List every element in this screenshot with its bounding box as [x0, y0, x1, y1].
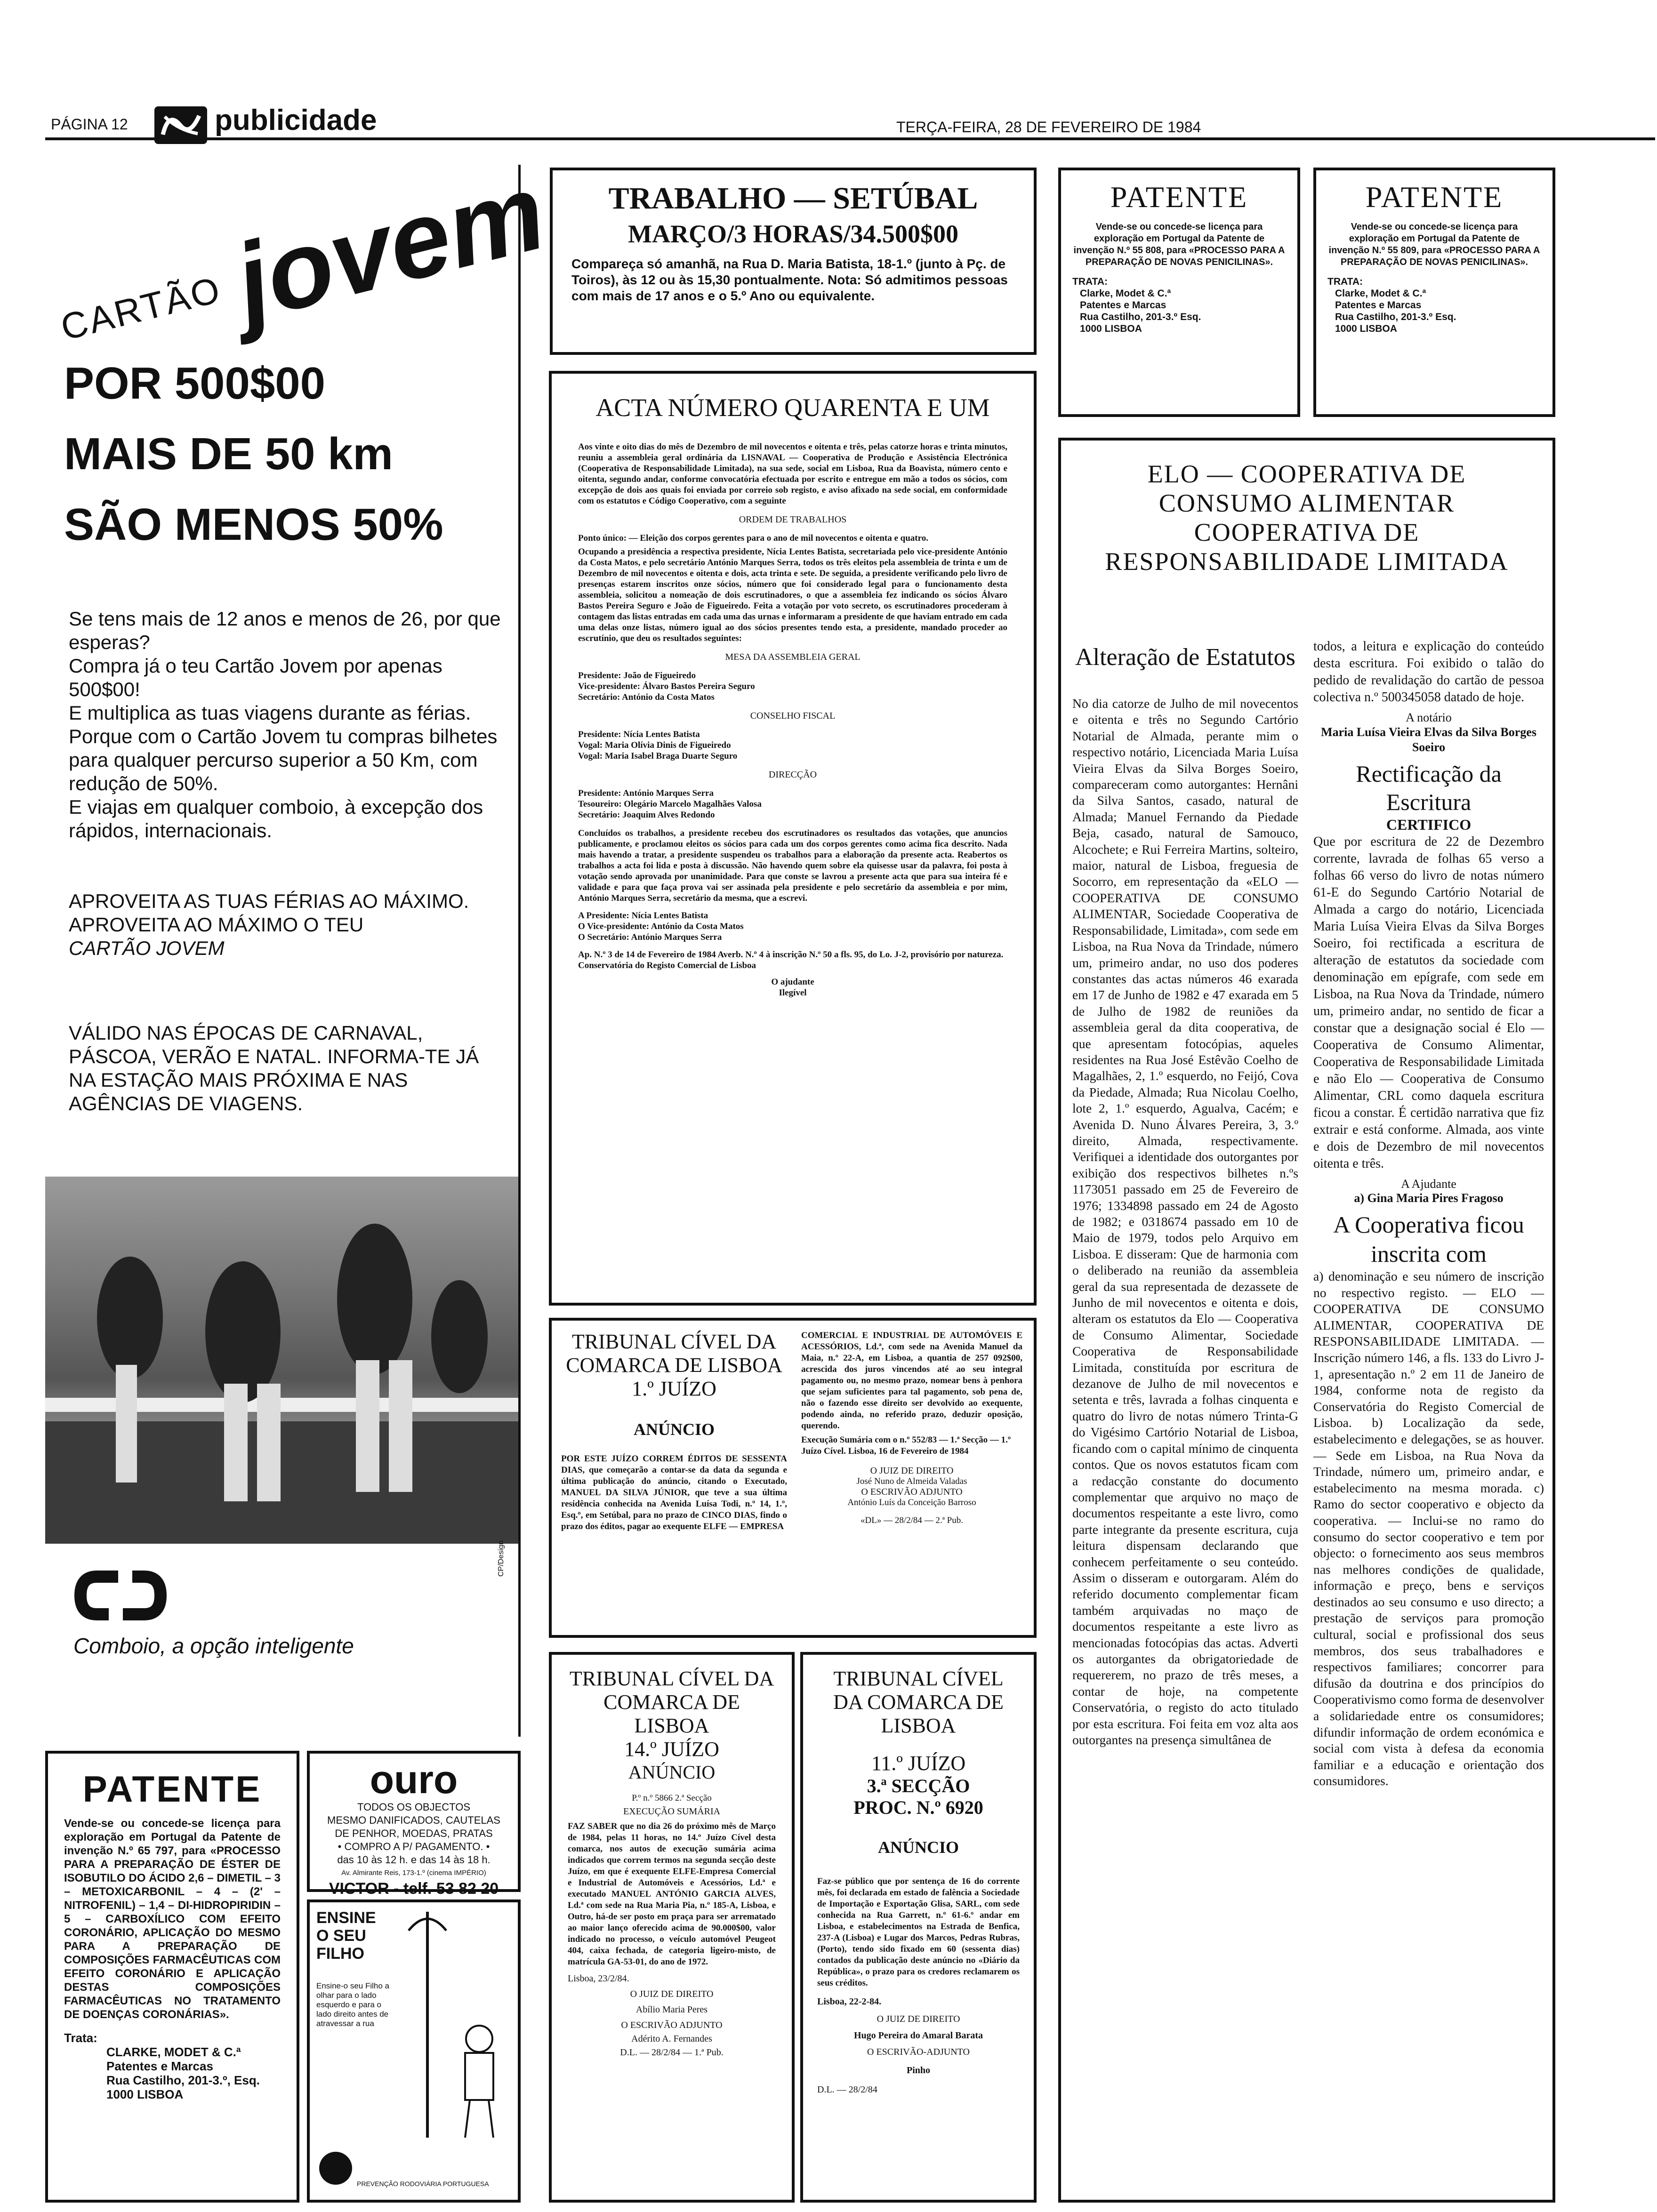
patente-ad-1 [1058, 168, 1300, 417]
trata-label: TRATA: [1072, 276, 1108, 287]
tribunal-text: Faz-se público que por sentença de 16 do corrente mês, foi declarada em estado de falência a Sociedade de Importação e Exportação Glisa, SARL, com sede conhecida na Rua Garrett, n.º 61-6.º andar em Lisboa, e estabelecimentos na Estrada de Benfica, 237-A (Lisboa) e Lugar dos Marcos, Pedras Rubras, (Porto), tendo sido fixado em 60 (sessenta dias) contados da publicação deste anúncio no «Diário da República», o prazo para os credores reclamarem os seus créditos. [817, 1876, 1020, 1988]
ouro-line: MESMO DANIFICADOS, CAUTELAS [327, 1814, 500, 1826]
tribunal-escr: Adérito A. Fernandes [631, 2034, 712, 2044]
acta-line: A Presidente: Nícia Lentes Batista [578, 911, 708, 921]
acta-fiscal-heading: CONSELHO FISCAL [750, 711, 836, 721]
acta-fiscal [578, 729, 1007, 761]
cartao-jovem-ad [45, 150, 556, 1737]
acta-line: Secretário: Joaquim Alves Redondo [578, 810, 715, 820]
ouro-lines [316, 1801, 511, 1898]
trata-line: 1000 LISBOA [1335, 323, 1397, 334]
acta-dir-heading: DIRECÇÃO [768, 769, 817, 780]
tribunal-title: TRIBUNAL CÍVEL DA COMARCA DE LISBOA [833, 1667, 1004, 1737]
tribunal-escr-heading: O ESCRIVÃO ADJUNTO [621, 2020, 723, 2030]
elo-alt: Alteração de Estatutos [1075, 644, 1295, 671]
trabalho-subtitle: MARÇO/3 HORAS/34.500$00 [628, 220, 958, 248]
header-rule [45, 137, 1655, 140]
tribunal-title: TRIBUNAL CÍVEL DA COMARCA DE LISBOA [569, 1667, 774, 1737]
tribunal-juizo: 11.º JUÍZO [871, 1752, 966, 1775]
elo-title: ELO — COOPERATIVA DE CONSUMO ALIMENTAR COOPERATIVA DE RESPONSABILIDADE LIMITADA [1105, 460, 1509, 576]
cartao-call-1: APROVEITA AS TUAS FÉRIAS AO MÁXIMO. [69, 890, 469, 912]
acta-line: Vogal: Maria Olívia Dinis de Figueiredo [578, 740, 731, 750]
ouro-line: das 10 às 12 h. e das 14 às 18 h. [337, 1854, 491, 1866]
tribunal-anuncio: ANÚNCIO [628, 1762, 716, 1783]
patente-title: PATENTE [1110, 180, 1248, 214]
trata-line: Rua Castilho, 201-3.º Esq. [1080, 312, 1201, 322]
elo-rect: Rectificação da Escritura [1356, 761, 1502, 815]
cartao-brand-big: jovem [223, 150, 556, 344]
elo-ajud-name: a) Gina Maria Pires Fragoso [1354, 1191, 1504, 1205]
tribunal-ref: D.L. — 28/2/84 — 1.ª Pub. [620, 2047, 724, 2058]
cartao-call-2-italic: CARTÃO JOVEM [69, 937, 225, 959]
elo-notice [1058, 438, 1555, 2203]
cartao-headline-2: MAIS DE 50 km [64, 429, 393, 479]
elo-col1-text: No dia catorze de Julho de mil novecentos e oitenta e três no Segundo Cartório Notarial de Almada, perante mim o respectivo notário, Licenciada Maria Luísa Vieira Elvas da Silva Borges Soeiro, compareceram como autorgantes: Hernâni da Silva Santos, casado, natural de Almada; Manuel Fernando da Piedade Beja, casado, natural de Samouco, Alcochete; e Rui Ferreira Martins, solteiro, maior, natural de Lisboa, freguesia de Socorro, em representação da «ELO — COOPERATIVA DE CONSUMO ALIMENTAR, Sociedade Cooperativa de Responsabilidade, Limitada», com sede em Lisboa, na Rua Nova da Trindade, número um, primeiro andar, no uso dos poderes constantes das actas números 46 exarada em 17 de Junho de 1982 e 47 exarada em 5 de Julho de 1982 de reuniões da assembleia geral da dita cooperativa, de que apresentam fotocópias, aqueles residentes na Rua José Estêvão Coelho de Magalhães, 2, 1.º esquerdo, no Feijó, Cova da Piedade, Almada; Rua Nicolau Coelho, lote 2, 1.º esquerdo, Agualva, Cacém; e Avenida D. Nuno Álvares Pereira, 3, 3.º direito, Almada, respectivamente. Verifiquei a identidade dos outorgantes por exibição dos respectivos bilhetes n.ºs 1173051 passado em 25 de Fevereiro de 1976; 1334898 passado em 24 de Agosto de 1982; e 0318674 passado em 10 de Maio de 1979, todos pelo Arquivo em Lisboa. E disseram: Que de harmonia com o deliberado na reunião da assembleia geral da sua representada de dezassete de Junho de mil novecentos e oitenta e dois, alteram os estatutos da Elo — Cooperativa de Consumo Alimentar, Sociedade Cooperativa de Responsabilidade Limitada, constituída por escritura de dezanove de Julho de mil novecentos e setenta e três, lavrada a folhas cinquenta e quatro do livro de notas número Trinta-G do Vigésimo Cartório Notarial de Lisboa, ficando com o capital mínimo de cinquenta contos. Que os novos estatutos ficam com a redacção constante do documento complementar que arquivo no maço de documentos respeitante a este livro, como parte integrante da presente escritura, cuja leitura dispensam declarando que conhecem perfeitamente o seu conteúdo. Assim o disseram e outorgaram. Além do referido documento complementar ficam também arquivadas no maço de documentos respeitante a este livro as mencionadas fotocópias das actas. Adverti os autorgantes da obrigatoriedade de requererem, no prazo de três meses, a contar de hoje, na competente Conservatória, o registo do acto titulado por esta escritura. Foi feita em voz alta aos outorgantes na presença simultânea de [1072, 696, 1298, 1747]
issue-date: TERÇA-FEIRA, 28 DE FEVEREIRO DE 1984 [896, 119, 1201, 136]
trabalho-ad [550, 168, 1037, 355]
tribunal-title: TRIBUNAL CÍVEL DA COMARCA DE LISBOA [566, 1330, 782, 1377]
trata-line: 1000 LISBOA [1080, 323, 1142, 334]
cartao-credit: CP/Design [497, 1540, 505, 1577]
child-crossing-icon [399, 1912, 512, 2147]
cartao-brand-small: CARTÃO [56, 268, 225, 348]
patente-text: Vende-se ou concede-se licença para exploração em Portugal da Patente de invenção N.º 55 809, para «PROCESSO PARA A PREPARAÇÃO DE NOVAS PENICILINAS». [1328, 222, 1540, 267]
cartao-body [69, 607, 511, 842]
tribunal-anuncio: ANÚNCIO [633, 1420, 715, 1439]
tribunal-escr: Pinho [906, 2065, 931, 2076]
acta-intro: Aos vinte e oito dias do mês de Dezembro de mil novecentos e oitenta e três, pelas catorze horas e trinta minutos, reuniu a assembleia geral ordinária da LISNAVAL — Cooperativa de Produção e Assistência Electrónica (Cooperativa de Responsabilidade Limitada), na sua sede, social em Lisboa, Rua da Boavista, número cento e oitenta, segundo andar, conforme convocatória efectuada por escrito e entregue em mão a todos os sócios, com excepção de dois aos quais foi enviada por correio sob registo, e aviso afixado na sede social, em conformidade com os estatutos e Código Cooperativo, com a seguinte [578, 442, 1007, 506]
acta-line: Vogal: Maria Isabel Braga Duarte Seguro [578, 751, 738, 761]
patente-trata [1327, 276, 1541, 335]
cartao-slogan: Comboio, a opção inteligente [73, 1634, 354, 1658]
acta-line: O Vice-presidente: António da Costa Matos [578, 922, 744, 931]
tribunal-text: FAZ SABER que no dia 26 do próximo mês de Março de 1984, pelas 11 horas, no 14.º Juízo Cível desta comarca, nos autos de execução sumária acima indicados que correm termos na segunda secção deste Juízo, em que é exequente ELFE-Empresa Comercial e Industrial de Automóveis e Acessórios, Ld.ª e executado MANUEL ANTÓNIO GARCIA ALVES, Ld.ª com sede na Rua Maria Pia, n.º 185-A, Lisboa, e Outro, há-de ser posto em praça para ser arrematado ao maior lanço oferecido acima de 90.000$00, valor indicado no processo, o veículo automóvel Peugeot 404, caixa fechada, de categoria ligeiro-misto, de matrícula GA-53-01, do ano de 1972. [568, 1821, 776, 1967]
elo-col-2 [1313, 638, 1544, 1789]
ouro-ad [307, 1751, 521, 1898]
acta-notice [549, 371, 1037, 1306]
acta-close: Concluídos os trabalhos, a presidente recebeu dos escrutinadores os resultados das votações, que anuncios publicamente, e proclamou eleitos os sócios para cada um dos corpos gerentes como acima fica descrito. Nada mais havendo a tratar, a presidente suspendeu os trabalhos para a elaboração da presente acta. Reabertos os trabalhos a acta foi lida e posta à discussão. Não havendo quem sobre ela quisesse usar da palavra, foi posta à votação sendo aprovada por unanimidade. Para que conste se lavrou a presente acta que para sua inteira fé e validade e para que faça prova vai ser assinada pela presidente e pelo secretário da assembleia e por mim, António Marques Serra, secretário da mesma, que a escrevi. [578, 828, 1007, 903]
cartao-body-line: E viajas em qualquer comboio, à excepção dos rápidos, internacionais. [69, 796, 483, 842]
tribunal-seccao: 3.ª SECÇÃO [867, 1775, 970, 1796]
tribunal-14-notice [549, 1652, 795, 2203]
ensine-ad [307, 1899, 521, 2203]
acta-body: Ocupando a presidência a respectiva presidente, Nícia Lentes Batista, secretariada pelo vice-presidente António da Costa Matos, e pelo secretário António Marques Serra, todos os três eleitos pela assembleia de trinta e um de Dezembro de mil novecentos e oitenta e dois, acta trinta e sete. De seguida, a presidente verificando pelo livro de presenças estarem inscritos onze sócios, número que foi considerado legal para o funcionamento desta assembleia, solicitou a nomeação de dois escrutinadores, o que a assembleia fez indicando os sócios Álvaro Bastos Pereira Seguro e João de Figueiredo. Feita a votação por voto secreto, os escrutinadores procederam à contagem das listas entradas em cada uma das urnas e informaram a presidente de que haviam entrado em cada uma delas onze listas, número igual ao dos sócios presentes tendo esta, a presidente, mandado proceder ao escrutínio, que deu os resultados seguintes: [578, 547, 1007, 643]
cartao-body-line: Compra já o teu Cartão Jovem por apenas 500$00! [69, 655, 442, 700]
elo-col2a: todos, a leitura e explicação do conteúdo desta escritura. Foi exibido o talão do pedido de revalidação do cartão de pessoa colectiva n.º 500345058 datado de hoje. [1313, 639, 1544, 705]
acta-ap: Ap. N.º 3 de 14 de Fevereiro de 1984 Averb. N.º 4 à inscrição N.º 50 a fls. 95, do Lo. J-2, provisório por natureza. Conservatória do Registo Comercial de Lisboa [578, 950, 1004, 970]
section-title: publicidade [215, 104, 377, 136]
cartao-body-line: E multiplica as tuas viagens durante as férias. [69, 702, 471, 724]
tribunal-proc: Execução Sumária com o n.º 552/83 — 1.ª Secção — 1.º Juízo Cível. Lisboa, 16 de Fevereiro de 1984 [801, 1435, 1011, 1456]
acta-mesa-heading: MESA DA ASSEMBLEIA GERAL [725, 652, 861, 662]
acta-direccao [578, 788, 1007, 820]
cartao-call-2: APROVEITA AO MÁXIMO O TEU [69, 914, 364, 936]
cartao-headline-3: SÃO MENOS 50% [64, 499, 443, 550]
elo-col-1 [1072, 638, 1298, 1748]
cp-logo-icon [73, 1567, 168, 1624]
patente-title: PATENTE [82, 1768, 262, 1810]
tribunal-juiz-heading: O JUIZ DE DIREITO [870, 1466, 954, 1476]
tribunal-1-notice [549, 1318, 1037, 1638]
trata-line: Rua Castilho, 201-3.º, Esq. [106, 2073, 260, 2087]
elo-notaria-name: Maria Luísa Vieira Elvas da Silva Borges Soeiro [1321, 725, 1536, 754]
cartao-body-line: Porque com o Cartão Jovem tu compras bilhetes para qualquer percurso superior a 50 Km, com redução de 50%. [69, 725, 498, 794]
tribunal-juiz-heading: O JUIZ DE DIREITO [877, 2014, 960, 2024]
tribunal-juiz-heading: O JUIZ DE DIREITO [630, 1989, 714, 1999]
acta-ilegivel: Ilegível [779, 988, 807, 998]
tribunal-1-left [561, 1330, 787, 1532]
ouro-phone: VICTOR - telf. 53 82 20 [329, 1880, 499, 1898]
ensine-text: Ensine-o seu Filho a olhar para o lado esquerdo e para o lado direito antes de atravessar a rua [316, 1981, 389, 2028]
tribunal-date: Lisboa, 22-2-84. [817, 1996, 882, 2007]
tribunal-juizo: 14.º JUÍZO [624, 1738, 719, 1761]
cartao-headline-1: POR 500$00 [64, 358, 326, 409]
acta-line: O Secretário: António Marques Serra [578, 932, 722, 942]
acta-title: ACTA NÚMERO QUARENTA E UM [595, 393, 990, 422]
tribunal-exec: EXECUÇÃO SUMÁRIA [623, 1806, 721, 1817]
page-number: PÁGINA 12 [51, 116, 128, 133]
patente-title: PATENTE [1365, 180, 1504, 214]
trata-line: Clarke, Modet & C.ª [1080, 288, 1171, 299]
acta-line: Presidente: João de Figueiredo [578, 671, 696, 681]
patente-text: Vende-se ou concede-se licença para exploração em Portugal da Patente de invenção N.º 55 808, para «PROCESSO PARA A PREPARAÇÃO DE NOVAS PENICILINAS». [1073, 222, 1285, 267]
patente-ad-bottom [45, 1751, 299, 2203]
cartao-valid: VÁLIDO NAS ÉPOCAS DE CARNAVAL, PÁSCOA, VERÃO E NATAL. INFORMA-TE JÁ NA ESTAÇÃO MAIS PRÓXIMA E NAS AGÊNCIAS DE VIAGENS. [69, 1022, 479, 1114]
acta-ajudante: O ajudante [771, 977, 814, 987]
ensine-title: ENSINE O SEU FILHO [316, 1909, 376, 1963]
acta-line: Presidente: Nícia Lentes Batista [578, 729, 700, 739]
trata-line: Clarke, Modet & C.ª [1335, 288, 1426, 299]
tribunal-juiz: Abílio Maria Peres [635, 2004, 708, 2015]
ouro-line: TODOS OS OBJECTOS [357, 1801, 470, 1813]
tribunal-ref: D.L. — 28/2/84 [817, 2084, 877, 2095]
trata-label: TRATA: [1327, 276, 1363, 287]
tribunal-1-right [801, 1330, 1022, 1526]
elo-col2c: a) denominação e seu número de inscrição no respectivo registo. — ELO — COOPERATIVA DE CONSUMO ALIMENTAR, COOPERATIVA DE RESPONSABILIDADE LIMITADA. — Inscrição número 146, a fls. 133 do Livro J-1, apresentação n.º 2 em 11 de Janeiro de 1984, conforme nota de registo da Conservatória do Registo Comercial de Lisboa. b) Localização da sede, estabelecimento e delegações, se as houver. — Sede em Lisboa, na Rua Nova da Trindade, número um, primeiro andar, e estabelecimento na mesma morada. c) Ramo do sector cooperativo e objecto da cooperativa. — Inclui-se no ramo do consumo do sector cooperativo e tem por objecto: o fornecimento aos seus membros nas melhores condições de qualidade, informação e preço, bens e serviços destinados ao seu consumo e uso directo; a prestação de serviços para promoção cultural, social e profissional dos seus membros, dos seus trabalhadores e respectivos familiares; concorrer para difusão da doutrina e dos princípios do Cooperativismo como forma de desenvolver a solidariedade entre os consumidores; difundir informação de ordem económica e social com vista à defesa da economia familiar e a educação e orientação dos consumidores. [1313, 1269, 1544, 1788]
tribunal-11-notice [800, 1652, 1037, 2203]
tribunal-escr-heading: O ESCRIVÃO ADJUNTO [861, 1487, 963, 1497]
patente-trata [1072, 276, 1286, 335]
trata-line: Rua Castilho, 201-3.º Esq. [1335, 312, 1456, 322]
elo-col2b: Que por escritura de 22 de Dezembro corrente, lavrada de folhas 65 verso a folhas 66 verso do livro de notas número 61-E do Segundo Cartório Notarial de Almada a cargo do notário, Licenciada Maria Luísa Vieira Elvas da Silva Borges Soeiro, foi rectificada a escritura de alteração de estatutos da sociedade com denominação em epígrafe, com sede em Lisboa, na Rua Nova da Trindade, número um, primeiro andar, no sentido de ficar a constar que a designação social é Elo — Cooperativa de Consumo Alimentar, Cooperativa de Responsabilidade Limitada e não Elo — Cooperativa de Consumo Alimentar, CRL como daquela escritura ficou a constar. É certidão narrativa que fiz extrair e está conforme. Almada, aos vinte e dois de Dezembro de mil novecentos oitenta e três. [1313, 834, 1544, 1171]
tribunal-proc: P.º n.º 5866 2.ª Secção [632, 1793, 712, 1803]
elo-ajud: A Ajudante [1401, 1177, 1456, 1191]
acta-line: Tesoureiro: Olegário Marcelo Magalhães Valosa [578, 799, 762, 809]
trabalho-title: TRABALHO — SETÚBAL [608, 181, 978, 216]
trabalho-text: Compareça só amanhã, na Rua D. Maria Batista, 18-1.º (junto à Pç. de Toiros), às 12 ou às 15,30 pontualmente. Nota: Só admitimos pessoas com mais de 17 anos e o 5.º Ano ou equivalente. [571, 256, 1008, 303]
ouro-line: • COMPRO A P/ PAGAMENTO. • [338, 1841, 490, 1852]
elo-coop: A Cooperativa ficou inscrita com [1333, 1211, 1524, 1267]
acta-line: Vice-presidente: Álvaro Bastos Pereira Seguro [578, 681, 755, 691]
tribunal-juiz: José Nuno de Almeida Valadas [856, 1476, 967, 1486]
acta-mesa [578, 670, 1007, 703]
patente-trata [64, 2031, 281, 2101]
ouro-line: DE PENHOR, MOEDAS, PRATAS [335, 1827, 493, 1839]
travellers-photo [45, 1177, 518, 1544]
acta-sign [578, 910, 1007, 943]
trata-line: Patentes e Marcas [1080, 300, 1166, 311]
elo-cert: CERTIFICO [1386, 816, 1472, 833]
cartao-call [69, 890, 511, 960]
tribunal-proc: PROC. N.º 6920 [853, 1797, 983, 1818]
ouro-address: Av. Almirante Reis, 173-1.º (cinema IMPÉRIO) [341, 1869, 486, 1877]
tribunal-anuncio: ANÚNCIO [877, 1838, 959, 1857]
prp-logo-icon [319, 2152, 352, 2185]
tribunal-ref: «DL» — 28/2/84 — 2.ª Pub. [861, 1515, 963, 1525]
ouro-title: ouro [370, 1757, 458, 1802]
tribunal-text: POR ESTE JUÍZO CORREM ÉDITOS DE SESSENTA DIAS, que começarão a contar-se da data da segunda e última publicação do anúncio, citando o Executado, MANUEL DA SILVA JÚNIOR, que teve a sua última residência conhecida na Avenida Luísa Todi, n.º 14, 1.º, Esq.º, em Setúbal, para no prazo de CINCO DIAS, findo o prazo dos éditos, pagar ao exequente ELFE — EMPRESA [561, 1454, 787, 1531]
patente-text: Vende-se ou concede-se licença para exploração em Portugal da Patente de invenção N.º 65 797, para «PROCESSO PARA A PREPARAÇÃO DE ÉSTER DE ISOBUTILO DO ÁCIDO 2,6 – DIMETIL – 3 – METOXICARBONIL – 4 – (2' – NITROFENIL) – 1,4 – DI-HIDROPIRIDIN – 5 – CARBOXÍLICO COM EFEITO CORONÁRIO, APLICAÇÃO DO MESMO PARA A PREPARAÇÃO DE COMPOSIÇÕES FARMACÊUTICAS COM EFEITO CORONÁRIO E APLICAÇÃO DESTAS COMPOSIÇÕES FARMACÊUTICAS NO TRATAMENTO DE DOENÇAS CORONÁRIAS». [64, 1817, 281, 2021]
acta-line: Secretário: António da Costa Matos [578, 692, 715, 702]
acta-ponto: Ponto único: — Eleição dos corpos gerentes para o ano de mil novecentos e oitenta e quatro. [578, 533, 928, 543]
cartao-body-line: Se tens mais de 12 anos e menos de 26, por que esperas? [69, 608, 501, 653]
patente-ad-2 [1313, 168, 1555, 417]
elo-notaria: A notário [1406, 711, 1452, 724]
tribunal-date: Lisboa, 23/2/84. [568, 1973, 629, 1984]
acta-line: Presidente: António Marques Serra [578, 788, 714, 798]
tribunal-escr-heading: O ESCRIVÃO-ADJUNTO [867, 2047, 970, 2057]
trata-line: 1000 LISBOA [106, 2087, 184, 2101]
trata-line: CLARKE, MODET & C.ª [106, 2045, 241, 2059]
tribunal-juiz: Hugo Pereira do Amaral Barata [853, 2030, 983, 2041]
trata-line: Patentes e Marcas [106, 2059, 213, 2073]
trata-label: Trata: [64, 2031, 97, 2045]
tribunal-text-2: COMERCIAL E INDUSTRIAL DE AUTOMÓVEIS E ACESSÓRIOS, Ld.ª, com sede na Avenida Manuel da Maia, n.º 22-A, em Lisboa, a quantia de 257 092$00, acrescida dos juros vincendos até ao seu integral pagamento ou, no mesmo prazo, nomear bens à penhora que sejam suficientes para tal pagamento, sob pena de, não o fazendo esse direito ser devolvido ao exequente, podendo ainda, no referido prazo, deduzir oposição, querendo. [801, 1330, 1022, 1431]
tribunal-juizo: 1.º JUÍZO [632, 1377, 716, 1400]
trata-line: Patentes e Marcas [1335, 300, 1422, 311]
ensine-footer: PREVENÇÃO RODOVIÁRIA PORTUGUESA [357, 2180, 489, 2188]
acta-ordem: ORDEM DE TRABALHOS [739, 514, 847, 525]
tribunal-escr: António Luís da Conceição Barroso [847, 1498, 976, 1507]
